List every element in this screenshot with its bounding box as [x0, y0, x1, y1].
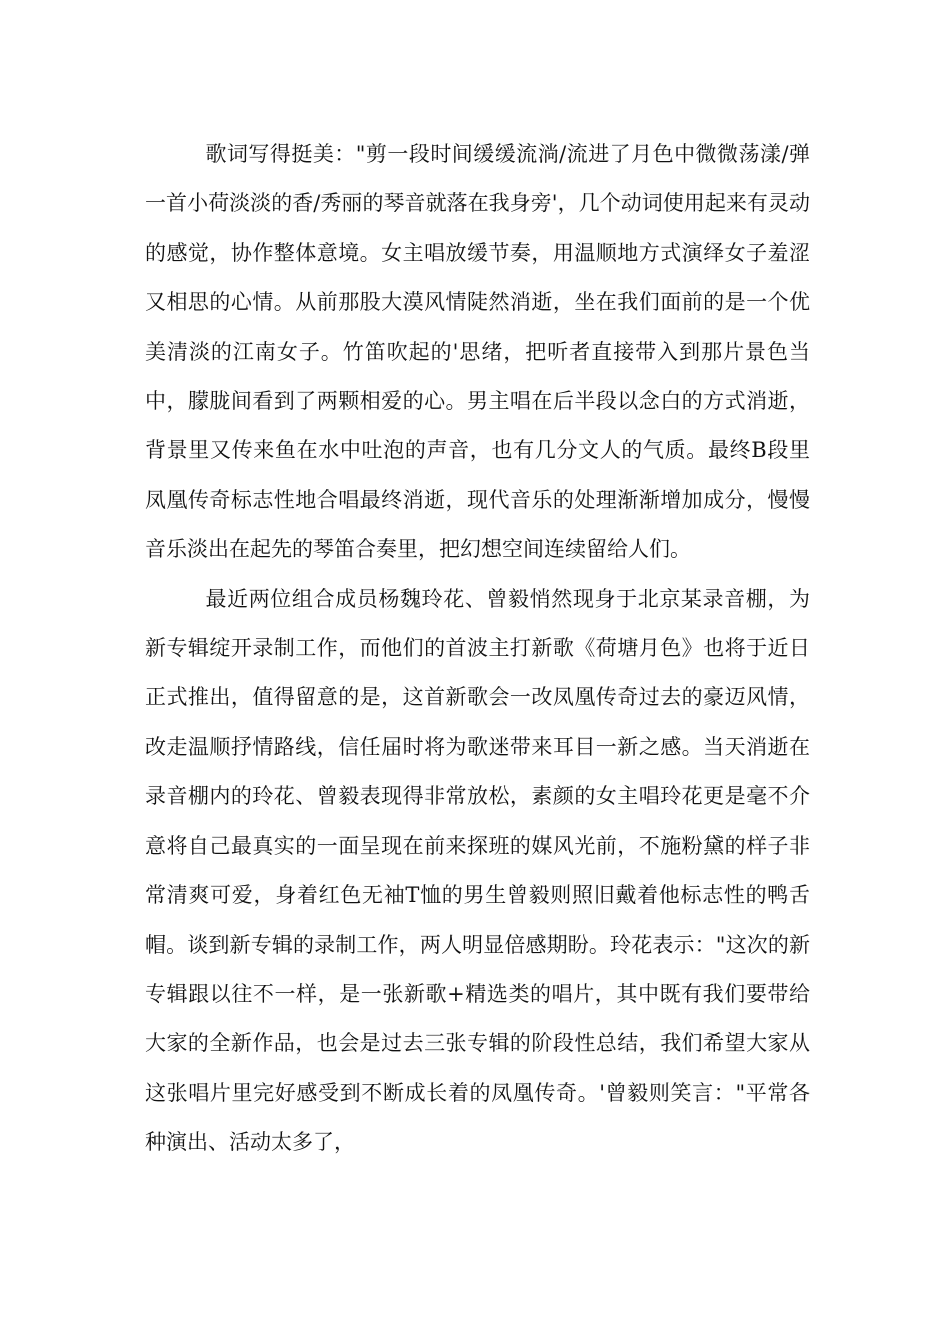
body-text: [145, 130, 810, 1168]
paragraph-lyrics-review: 歌词写得挺美："剪一段时间缓缓流淌/流进了月色中微微荡漾/弹一首小荷淡淡的香/秀丽的琴音就落在我身旁'，几个动词使用起来有灵动的感觉，协作整体意境。女主唱放缓节奏，用温顺地方式演绎女子羞涩又相思的心情。从前那股大漠风情陡然消逝，坐在我们面前的是一个优美清淡的江南女子。竹笛吹起的'思绪，把听者直接带入到那片景色当中，朦胧间看到了两颗相爱的心。男主唱在后半段以念白的方式消逝，背景里又传来鱼在水中吐泡的声音，也有几分文人的气质。最终B段里凤凰传奇标志性地合唱最终消逝，现代音乐的处理渐渐增加成分，慢慢音乐淡出在起先的琴笛合奏里，把幻想空间连续留给人们。: [145, 142, 810, 562]
paragraph-recording-news: 最近两位组合成员杨魏玲花、曾毅悄然现身于北京某录音棚，为新专辑绽开录制工作，而他们的首波主打新歌《荷塘月色》也将于近日正式推出，值得留意的是，这首新歌会一改凤凰传奇过去的豪迈风情，改走温顺抒情路线，信任届时将为歌迷带来耳目一新之感。当天消逝在录音棚内的玲花、曾毅表现得非常放松，素颜的女主唱玲花更是毫不介意将自己最真实的一面呈现在前来探班的媒风光前，不施粉黛的样子非常清爽可爱，身着红色无袖T恤的男生曾毅则照旧戴着他标志性的鸭舌帽。谈到新专辑的录制工作，两人明显倍感期盼。玲花表示："这次的新专辑跟以往不一样，是一张新歌+精选类的唱片，其中既有我们要带给大家的全新作品，也会是过去三张专辑的阶段性总结，我们希望大家从这张唱片里完好感受到不断成长着的凤凰传奇。'曾毅则笑言："平常各种演出、活动太多了，: [145, 586, 810, 1155]
